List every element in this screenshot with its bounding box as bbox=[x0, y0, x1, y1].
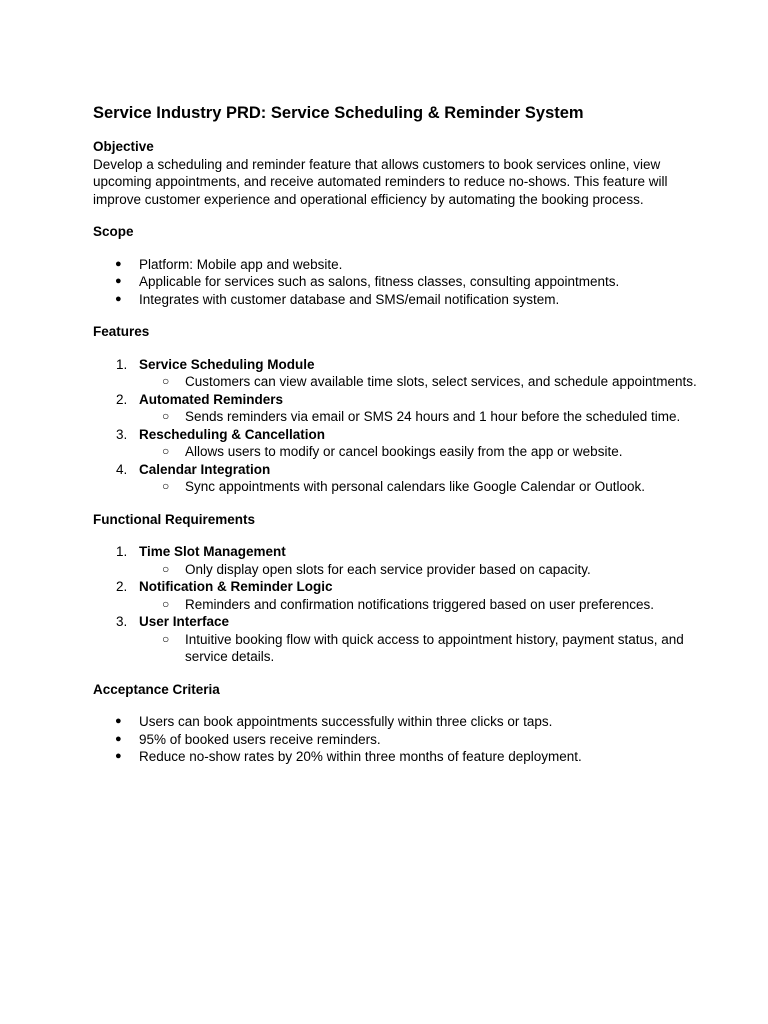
circle-bullet-icon: ○ bbox=[162, 374, 170, 388]
bullet-icon: ● bbox=[115, 257, 122, 270]
scope-heading: Scope bbox=[93, 224, 134, 239]
list-item: ● Applicable for services such as salons, fitness classes, consulting appointments. bbox=[115, 274, 620, 289]
list-item-detail: ○ Allows users to modify or cancel bookings easily from the app or website. bbox=[162, 444, 623, 459]
circle-bullet-icon: ○ bbox=[162, 479, 170, 493]
list-item: 4. Calendar Integration ○ Sync appointments with personal calendars like Google Calendar or Outlook. bbox=[93, 461, 708, 496]
list-item: ● Platform: Mobile app and website. bbox=[115, 256, 343, 272]
list-item-detail: ○ Sync appointments with personal calendars like Google Calendar or Outlook. bbox=[162, 479, 646, 494]
circle-bullet-icon: ○ bbox=[162, 409, 170, 423]
objective-heading: Objective bbox=[93, 139, 154, 154]
acceptance-criteria-list bbox=[93, 713, 708, 766]
bullet-icon: ● bbox=[115, 292, 122, 305]
list-item: 1. Time Slot Management ○ Only display open slots for each service provider based on capacity. bbox=[93, 543, 708, 578]
list-item: ● Reduce no-show rates by 20% within three months of feature deployment. bbox=[115, 749, 582, 764]
bullet-icon: ● bbox=[115, 732, 122, 745]
bullet-icon: ● bbox=[115, 750, 122, 762]
list-item: ● Users can book appointments successfully within three clicks or taps. bbox=[115, 714, 553, 729]
features-list bbox=[93, 356, 708, 496]
bullet-icon: ● bbox=[115, 715, 122, 727]
list-item-detail: ○ Reminders and confirmation notifications triggered based on user preferences. bbox=[162, 596, 655, 612]
document-title: Service Industry PRD: Service Scheduling & Reminder System bbox=[93, 104, 584, 122]
list-item: 3. Rescheduling & Cancellation ○ Allows users to modify or cancel bookings easily from the app or website. bbox=[93, 426, 708, 461]
list-item: 2. Automated Reminders ○ Sends reminders via email or SMS 24 hours and 1 hour before the scheduled time. bbox=[93, 391, 708, 426]
list-item: ● Integrates with customer database and SMS/email notification system. bbox=[115, 291, 560, 307]
list-item-detail: ○ Customers can view available time slots, select services, and schedule appointments. bbox=[162, 374, 697, 389]
acceptance-criteria-heading: Acceptance Criteria bbox=[93, 681, 220, 697]
features-heading: Features bbox=[93, 324, 150, 339]
bullet-icon: ● bbox=[115, 275, 122, 287]
list-item: 3. User Interface ○ Intuitive booking flow with quick access to appointment history, payment status, and service details. bbox=[93, 613, 708, 666]
list-item: 1. Service Scheduling Module ○ Customers can view available time slots, select services, and schedule appointments. bbox=[93, 356, 708, 391]
scope-list bbox=[93, 256, 708, 309]
list-item: ● 95% of booked users receive reminders. bbox=[115, 731, 381, 747]
list-item: 2. Notification & Reminder Logic ○ Reminders and confirmation notifications triggered based on user preferences. bbox=[93, 578, 708, 613]
circle-bullet-icon: ○ bbox=[162, 561, 170, 576]
functional-requirements-heading: Functional Requirements bbox=[93, 511, 256, 527]
list-item-detail: ○ Intuitive booking flow with quick access to appointment history, payment status, and service details. bbox=[162, 631, 684, 664]
circle-bullet-icon: ○ bbox=[162, 631, 170, 646]
list-item-detail: ○ Sends reminders via email or SMS 24 hours and 1 hour before the scheduled time. bbox=[162, 409, 681, 424]
list-item-detail: ○ Only display open slots for each service provider based on capacity. bbox=[162, 561, 591, 577]
objective-text: Develop a scheduling and reminder feature that allows customers to book services online, view upcoming appointments, and receive automated reminders to reduce no-shows. This feature will improve customer experience and operational efficiency by automating the booking process. bbox=[93, 156, 668, 207]
circle-bullet-icon: ○ bbox=[162, 444, 170, 458]
functional-requirements-list bbox=[93, 543, 708, 666]
circle-bullet-icon: ○ bbox=[162, 596, 170, 611]
